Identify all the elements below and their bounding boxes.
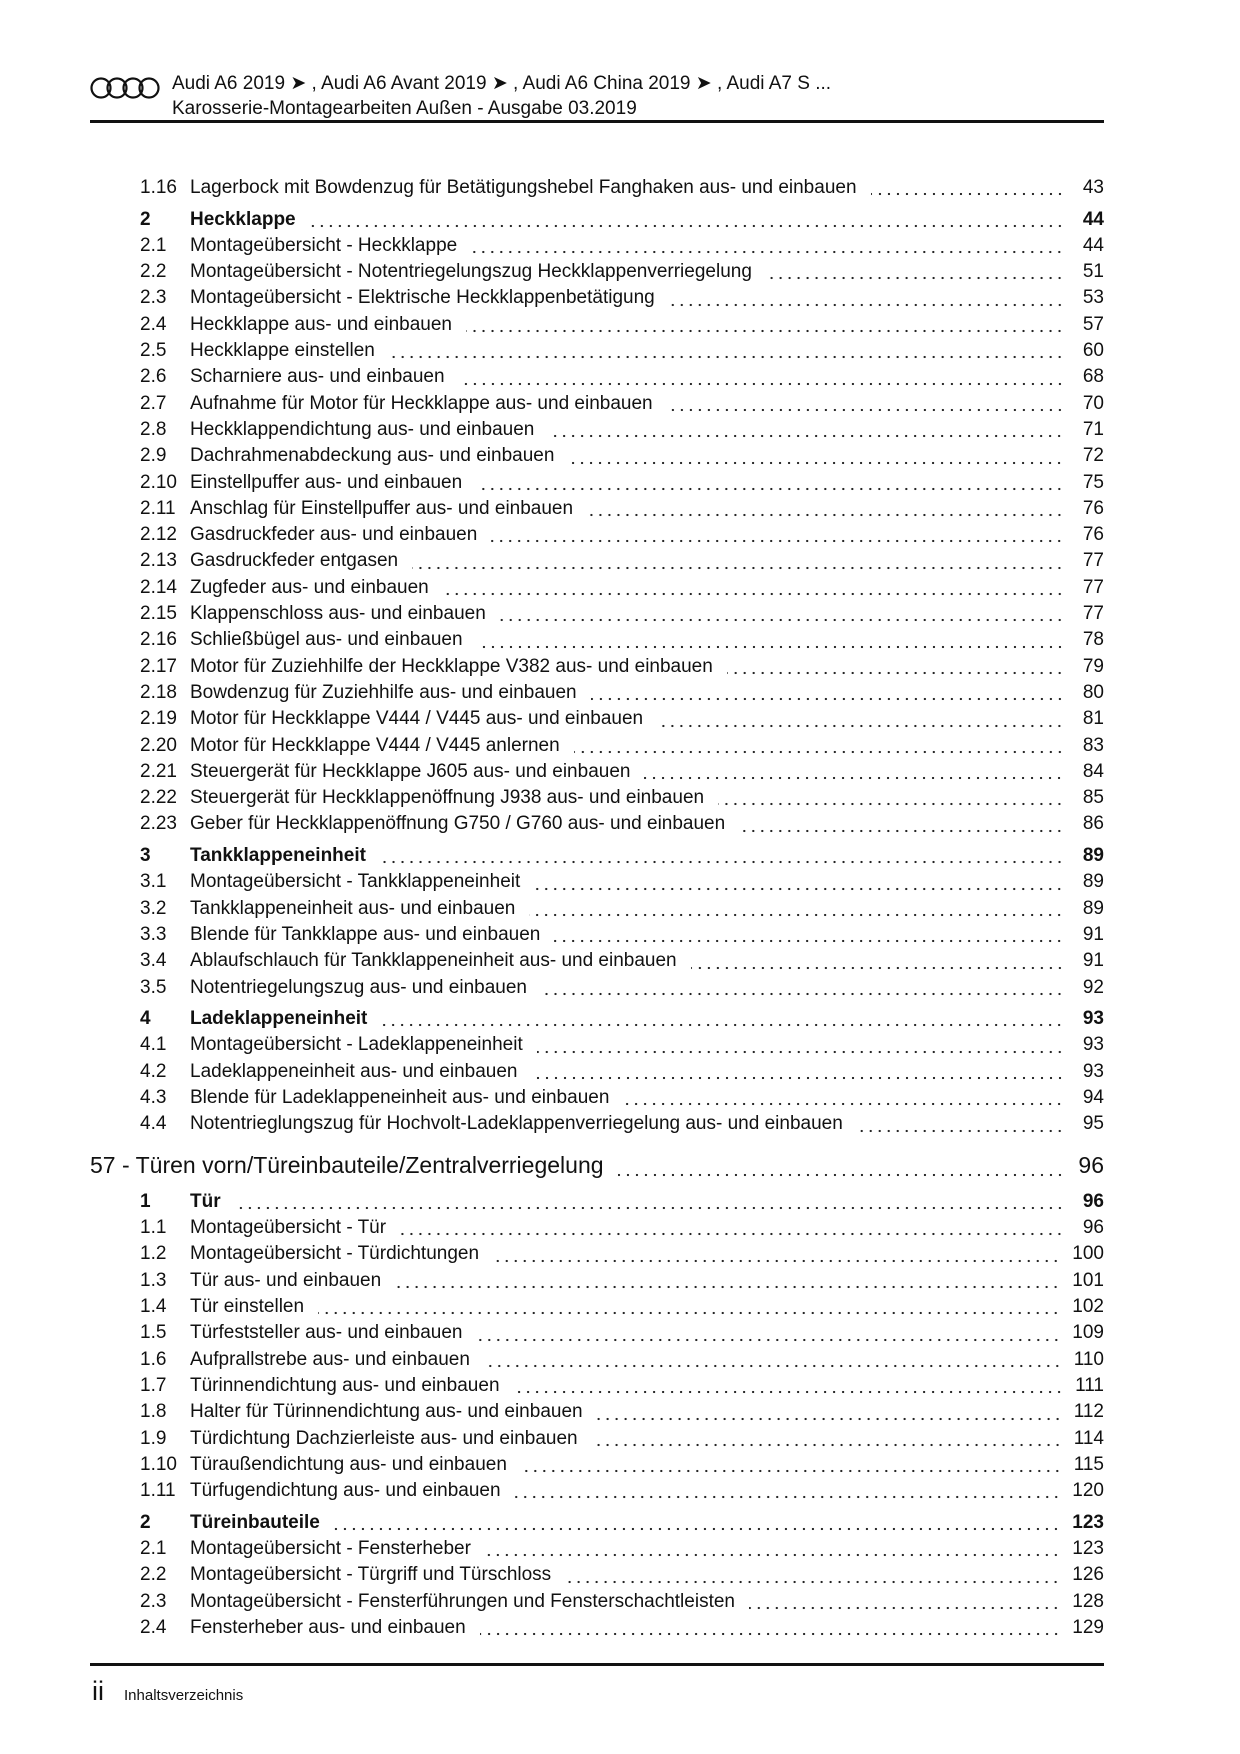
toc-page-number: 94 [1082,1086,1104,1108]
dot-leader [477,1338,1061,1342]
toc-page-number: 91 [1082,950,1104,972]
toc-page-number: 89 [1082,871,1104,893]
toc-entry[interactable] [90,177,1104,203]
toc-entry[interactable] [90,1061,1104,1087]
toc-entry[interactable] [90,871,1104,897]
toc-number: 1.6 [140,1348,167,1370]
dot-leader [749,1606,1060,1610]
toc-title: Ladeklappeneinheit [190,1008,368,1030]
toc-page-number: 91 [1082,923,1104,945]
dot-leader [318,1311,1060,1315]
toc-number: 4.3 [140,1086,167,1108]
toc-title: Montageübersicht - Türdichtungen [190,1243,480,1265]
dot-leader [443,592,1064,596]
toc-title: Zugfeder aus- und einbauen [190,576,429,598]
toc-entry[interactable] [90,472,1104,498]
toc-page-number: 96 [1082,1217,1104,1239]
toc-entry[interactable] [90,419,1104,445]
footer-label: Inhaltsverzeichnis [124,1687,244,1704]
toc-entry[interactable] [90,603,1104,629]
dot-leader [766,276,1064,280]
dot-leader [667,408,1064,412]
toc-entry[interactable] [90,1375,1104,1401]
toc-number: 1 [140,1190,151,1212]
toc-title: Lagerbock mit Bowdenzug für Betätigungshebel Fanghaken aus- und einbauen [190,177,857,198]
toc-title: Halter für Türinnendichtung aus- und einbauen [190,1401,583,1423]
toc-entry[interactable] [90,366,1104,392]
toc-page-number: 89 [1082,845,1104,867]
toc-number: 2.2 [140,1564,167,1586]
toc-number: 4.1 [140,1034,167,1056]
toc-page-number: 109 [1072,1322,1104,1344]
toc-entry[interactable] [90,550,1104,576]
toc-number: 2.18 [140,681,177,703]
toc-page-number: 128 [1072,1590,1104,1612]
toc-number: 2.19 [140,708,177,730]
toc-title: Gasdruckfeder aus- und einbauen [190,524,478,546]
toc-page-number: 126 [1072,1564,1104,1586]
dot-leader [459,382,1064,386]
toc-page-number: 102 [1072,1296,1104,1318]
toc-title: Motor für Heckklappe V444 / V445 aus- und einbauen [190,708,644,730]
toc-entry[interactable] [90,1564,1104,1590]
toc-title: Montageübersicht - Fensterführungen und Fensterschachtleisten [190,1590,735,1612]
toc-page-number: 95 [1082,1113,1104,1135]
toc-page-number: 111 [1075,1374,1104,1396]
toc-number: 4.4 [140,1113,167,1135]
toc-title: Montageübersicht - Fensterheber [190,1538,471,1560]
toc-number: 3.2 [140,897,167,919]
toc-page-number: 77 [1082,576,1104,598]
dot-leader [857,1129,1064,1133]
toc-title: Heckklappe einstellen [190,340,375,362]
toc-number: 1.11 [140,1480,176,1502]
toc-title: Geber für Heckklappenöffnung G750 / G760 aus- und einbauen [190,813,726,835]
dot-leader [718,802,1064,806]
toc-page-number: 44 [1082,234,1104,256]
toc-chapter[interactable] [90,1152,1104,1186]
dot-leader [727,671,1064,675]
toc-entry[interactable] [90,1401,1104,1427]
toc-number: 1.16 [140,177,177,198]
dot-leader [739,829,1064,833]
toc-page-number: 115 [1073,1453,1104,1475]
footer-rule [90,1663,1104,1666]
toc-page-number: 53 [1082,287,1104,309]
toc-number: 1.2 [140,1243,167,1265]
toc-number: 3.3 [140,923,167,945]
toc-entry[interactable] [90,1322,1104,1348]
toc-page-number: 68 [1082,366,1104,388]
toc-section[interactable] [90,845,1104,871]
toc-page-number: 78 [1082,629,1104,651]
header-rule [90,120,1104,123]
dot-leader [389,355,1064,359]
toc-page-number: 84 [1082,760,1104,782]
toc-page-number: 80 [1082,681,1104,703]
toc-section[interactable] [90,1512,1104,1538]
toc-entry[interactable] [90,1243,1104,1269]
dot-leader [395,1285,1060,1289]
dot-leader [480,1632,1061,1636]
toc-page-number: 93 [1082,1034,1104,1056]
toc-page-number: 92 [1082,976,1104,998]
toc-entry[interactable] [90,314,1104,340]
toc-number: 2.6 [140,366,167,388]
toc-entry[interactable] [90,1480,1104,1506]
toc-title: Schließbügel aus- und einbauen [190,629,463,651]
toc-title: 57 - Türen vorn/Türeinbauteile/Zentralverriegelung [90,1151,604,1178]
toc-page-number: 77 [1082,603,1104,625]
toc-number: 2.16 [140,629,177,651]
dot-leader [380,860,1064,864]
toc-entry[interactable] [90,924,1104,950]
toc-number: 2.23 [140,813,177,835]
toc-title: Bowdenzug für Zuziehhilfe aus- und einbauen [190,681,577,703]
toc-entry[interactable] [90,1591,1104,1617]
toc-entry[interactable] [90,393,1104,419]
toc-title: Montageübersicht - Elektrische Heckklappenbetätigung [190,287,655,309]
toc-number: 2.4 [140,313,167,335]
toc-page-number: 123 [1072,1511,1104,1533]
toc-number: 2.9 [140,445,167,467]
toc-title: Scharniere aus- und einbauen [190,366,445,388]
dot-leader [591,697,1064,701]
toc-entry[interactable] [90,1087,1104,1113]
toc-title: Klappenschloss aus- und einbauen [190,603,486,625]
dot-leader [623,1102,1064,1106]
dot-leader [644,776,1064,780]
dot-leader [493,1259,1060,1263]
toc-number: 2.4 [140,1616,167,1638]
dot-leader [485,1553,1060,1557]
toc-number: 2.20 [140,734,177,756]
toc-title: Motor für Zuziehhilfe der Heckklappe V382 aus- und einbauen [190,655,713,677]
toc-title: Dachrahmenabdeckung aus- und einbauen [190,445,555,467]
toc-page-number: 71 [1082,418,1104,440]
toc-number: 3 [140,845,151,867]
toc-number: 2.12 [140,524,177,546]
toc-page-number: 72 [1082,445,1104,467]
toc-entry[interactable] [90,235,1104,261]
dot-leader [466,329,1064,333]
toc-number: 2.2 [140,261,167,283]
toc-title: Notentrieglungszug für Hochvolt-Ladeklappenverriegelung aus- und einbauen [190,1113,843,1135]
toc-title: Heckklappendichtung aus- und einbauen [190,418,535,440]
toc-title: Anschlag für Einstellpuffer aus- und einbauen [190,497,574,519]
toc-title: Ladeklappeneinheit aus- und einbauen [190,1060,518,1082]
toc-title: Aufprallstrebe aus- und einbauen [190,1348,470,1370]
toc-page-number: 75 [1082,471,1104,493]
toc-entry[interactable] [90,1349,1104,1375]
dot-leader [532,1076,1065,1080]
toc-entry[interactable] [90,1538,1104,1564]
audi-rings-icon [90,76,162,100]
dot-leader [515,1495,1061,1499]
toc-entry[interactable] [90,1113,1104,1139]
dot-leader [381,1023,1064,1027]
toc-title: Heckklappe [190,208,296,230]
toc-entry[interactable] [90,787,1104,813]
toc-title: Tür [190,1190,221,1212]
toc-entry[interactable] [90,735,1104,761]
toc-number: 2.1 [140,234,167,256]
dot-leader [597,1417,1062,1421]
dot-leader [568,461,1064,465]
dot-leader [500,618,1064,622]
toc-page-number: 85 [1082,787,1104,809]
dot-leader [537,1050,1064,1054]
toc-page-number: 81 [1082,708,1104,730]
toc-page-number: 112 [1073,1401,1104,1423]
toc-title: Aufnahme für Motor für Heckklappe aus- und einbauen [190,392,653,414]
toc-number: 1.5 [140,1322,167,1344]
toc-title: Türinnendichtung aus- und einbauen [190,1374,500,1396]
toc-number: 1.10 [140,1453,177,1475]
toc-entry[interactable] [90,656,1104,682]
toc-number: 3.1 [140,871,167,893]
toc-entry[interactable] [90,898,1104,924]
toc-entry[interactable] [90,1296,1104,1322]
dot-leader [477,645,1064,649]
toc-number: 3.5 [140,976,167,998]
toc-number: 2.21 [140,760,177,782]
dot-leader [310,224,1064,228]
toc-title: Türdichtung Dachzierleiste aus- und einbauen [190,1427,578,1449]
toc-number: 4 [140,1008,151,1030]
toc-number: 2.22 [140,787,177,809]
toc-entry[interactable] [90,287,1104,313]
toc-entry[interactable] [90,498,1104,524]
toc-page-number: 123 [1072,1538,1104,1560]
toc-page-number: 79 [1082,655,1104,677]
toc-entry[interactable] [90,1034,1104,1060]
toc-title: Steuergerät für Heckklappenöffnung J938 aus- und einbauen [190,787,705,809]
toc-title: Einstellpuffer aus- und einbauen [190,471,463,493]
dot-leader [534,887,1064,891]
toc-page-number: 86 [1082,813,1104,835]
toc-title: Blende für Tankklappe aus- und einbauen [190,923,541,945]
dot-leader [484,1364,1062,1368]
toc-number: 2.3 [140,287,167,309]
toc-entry[interactable] [90,445,1104,471]
header-manual-title: Karosserie-Montagearbeiten Außen - Ausgabe 03.2019 [172,98,637,119]
toc-title: Tankklappeneinheit aus- und einbauen [190,897,516,919]
table-of-contents [90,177,1104,1643]
toc-page-number: 44 [1082,208,1104,230]
toc-title: Türfeststeller aus- und einbauen [190,1322,463,1344]
toc-page-number: 129 [1072,1616,1104,1638]
toc-page-number: 101 [1072,1269,1104,1291]
toc-number: 2.7 [140,392,167,414]
toc-number: 2.13 [140,550,177,572]
toc-number: 2.10 [140,471,177,493]
dot-leader [592,1443,1062,1447]
dot-leader [412,566,1064,570]
toc-title: Motor für Heckklappe V444 / V445 anlernen [190,734,560,756]
toc-entry[interactable] [90,629,1104,655]
toc-number: 2.17 [140,655,177,677]
toc-title: Türeinbauteile [190,1511,320,1533]
toc-entry[interactable] [90,813,1104,839]
toc-number: 1.3 [140,1269,167,1291]
dot-leader [491,539,1064,543]
toc-page-number: 96 [1078,1151,1104,1178]
toc-title: Fensterheber aus- und einbauen [190,1616,466,1638]
dot-leader [514,1390,1064,1394]
dot-leader [574,750,1064,754]
toc-entry[interactable] [90,524,1104,550]
dot-leader [521,1469,1062,1473]
toc-entry[interactable] [90,682,1104,708]
toc-section[interactable] [90,1008,1104,1034]
toc-entry[interactable] [90,1217,1104,1243]
toc-entry[interactable] [90,261,1104,287]
dot-leader [587,513,1064,517]
toc-title: Notentriegelungszug aus- und einbauen [190,976,527,998]
toc-page-number: 83 [1082,734,1104,756]
toc-page-number: 70 [1082,392,1104,414]
toc-entry[interactable] [90,1428,1104,1454]
toc-title: Türfugendichtung aus- und einbauen [190,1480,501,1502]
toc-entry[interactable] [90,1454,1104,1480]
toc-title: Heckklappe aus- und einbauen [190,313,452,335]
toc-title: Montageübersicht - Ladeklappeneinheit [190,1034,523,1056]
toc-page-number: 110 [1073,1348,1104,1370]
toc-entry[interactable] [90,761,1104,787]
toc-number: 2.14 [140,576,177,598]
dot-leader [529,913,1064,917]
toc-number: 2.15 [140,603,177,625]
toc-title: Tür einstellen [190,1296,305,1318]
toc-number: 2 [140,208,151,230]
toc-title: Blende für Ladeklappeneinheit aus- und einbauen [190,1086,610,1108]
dot-leader [548,434,1064,438]
toc-entry[interactable] [90,1270,1104,1296]
toc-number: 1.4 [140,1296,167,1318]
toc-title: Montageübersicht - Tür [190,1217,387,1239]
dot-leader [471,250,1064,254]
toc-page-number: 76 [1082,497,1104,519]
toc-page-number: 114 [1073,1427,1104,1449]
toc-title: Tür aus- und einbauen [190,1269,382,1291]
toc-entry[interactable] [90,1617,1104,1643]
header-models: Audi A6 2019 ➤ , Audi A6 Avant 2019 ➤ , Audi A6 China 2019 ➤ , Audi A7 S ... [172,73,832,94]
toc-number: 2.5 [140,340,167,362]
toc-number: 1.1 [140,1217,167,1239]
toc-page-number: 120 [1072,1480,1104,1502]
toc-title: Montageübersicht - Türgriff und Türschloss [190,1564,552,1586]
dot-leader [235,1206,1064,1210]
toc-entry[interactable] [90,708,1104,734]
dot-leader [476,487,1064,491]
toc-entry[interactable] [90,950,1104,976]
toc-number: 2.8 [140,418,167,440]
toc-number: 1.9 [140,1427,167,1449]
toc-title: Montageübersicht - Notentriegelungszug Heckklappenverriegelung [190,261,752,283]
toc-page-number: 93 [1082,1008,1104,1030]
toc-page-number: 93 [1082,1060,1104,1082]
toc-title: Tankklappeneinheit [190,845,366,867]
toc-number: 2.1 [140,1538,167,1560]
toc-entry[interactable] [90,577,1104,603]
toc-title: Montageübersicht - Tankklappeneinheit [190,871,521,893]
dot-leader [691,966,1064,970]
toc-title: Türaußendichtung aus- und einbauen [190,1453,507,1475]
toc-page-number: 89 [1082,897,1104,919]
toc-number: 2.11 [140,497,176,519]
footer-page-number: ii [92,1676,104,1706]
toc-page-number: 77 [1082,550,1104,572]
toc-number: 2 [140,1511,151,1533]
toc-page-number: 51 [1082,261,1104,283]
dot-leader [541,992,1064,996]
toc-entry[interactable] [90,340,1104,366]
toc-title: Ablaufschlauch für Tankklappeneinheit aus- und einbauen [190,950,677,972]
toc-number: 2.3 [140,1590,167,1612]
toc-page-number: 43 [1082,177,1104,198]
toc-title: Steuergerät für Heckklappe J605 aus- und einbauen [190,760,631,782]
dot-leader [554,939,1064,943]
dot-leader [669,303,1064,307]
toc-number: 1.8 [140,1401,167,1423]
toc-page-number: 100 [1072,1243,1104,1265]
dot-leader [400,1232,1064,1236]
toc-section[interactable] [90,1191,1104,1217]
dot-leader [657,724,1064,728]
toc-number: 4.2 [140,1060,167,1082]
toc-section[interactable] [90,209,1104,235]
toc-number: 3.4 [140,950,167,972]
toc-page-number: 57 [1082,313,1104,335]
dot-leader [618,1173,1064,1177]
toc-title: Gasdruckfeder entgasen [190,550,399,572]
toc-number: 1.7 [140,1374,167,1396]
toc-entry[interactable] [90,977,1104,1003]
dot-leader [565,1580,1060,1584]
toc-title: Montageübersicht - Heckklappe [190,234,458,256]
toc-page-number: 60 [1082,340,1104,362]
toc-page-number: 96 [1082,1190,1104,1212]
dot-leader [334,1527,1060,1531]
toc-page-number: 76 [1082,524,1104,546]
dot-leader [871,192,1064,196]
